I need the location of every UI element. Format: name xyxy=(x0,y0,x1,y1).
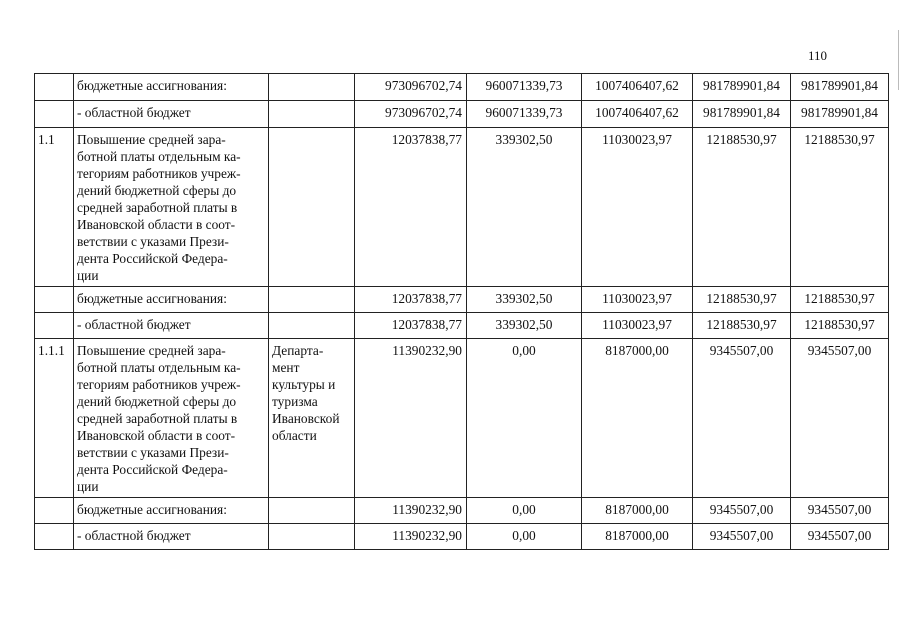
row-index xyxy=(35,101,74,128)
page-number: 110 xyxy=(808,48,828,63)
row-index: 1.1 xyxy=(35,128,74,287)
value-cell: 1007406407,62 xyxy=(582,74,693,101)
value-cell: 960071339,73 xyxy=(467,101,582,128)
row-name: - областной бюджет xyxy=(74,524,269,550)
value-cell: 12188530,97 xyxy=(693,313,791,339)
table-row xyxy=(35,498,889,524)
value-cell: 11390232,90 xyxy=(355,339,467,498)
value-cell: 11390232,90 xyxy=(355,524,467,550)
table-row xyxy=(35,287,889,313)
value-cell: 12188530,97 xyxy=(791,128,889,287)
value-cell: 8187000,00 xyxy=(582,498,693,524)
row-index xyxy=(35,287,74,313)
value-cell: 9345507,00 xyxy=(791,524,889,550)
value-cell: 12037838,77 xyxy=(355,128,467,287)
value-cell: 981789901,84 xyxy=(693,101,791,128)
value-cell: 339302,50 xyxy=(467,128,582,287)
value-cell: 339302,50 xyxy=(467,313,582,339)
row-executor: Департа- мент культуры и туризма Ивановской области xyxy=(269,339,355,498)
value-cell: 981789901,84 xyxy=(791,101,889,128)
value-cell: 0,00 xyxy=(467,524,582,550)
row-executor xyxy=(269,74,355,101)
value-cell: 8187000,00 xyxy=(582,339,693,498)
value-cell: 981789901,84 xyxy=(791,74,889,101)
table-row xyxy=(35,128,889,287)
value-cell: 12037838,77 xyxy=(355,287,467,313)
value-cell: 11030023,97 xyxy=(582,128,693,287)
value-cell: 973096702,74 xyxy=(355,101,467,128)
value-cell: 11390232,90 xyxy=(355,498,467,524)
value-cell: 981789901,84 xyxy=(693,74,791,101)
row-index xyxy=(35,524,74,550)
row-index xyxy=(35,498,74,524)
value-cell: 12188530,97 xyxy=(791,287,889,313)
row-name: - областной бюджет xyxy=(74,313,269,339)
value-cell: 12188530,97 xyxy=(693,128,791,287)
table-row xyxy=(35,524,889,550)
budget-table xyxy=(34,73,889,550)
table-row xyxy=(35,74,889,101)
value-cell: 0,00 xyxy=(467,498,582,524)
value-cell: 9345507,00 xyxy=(693,524,791,550)
value-cell: 12188530,97 xyxy=(693,287,791,313)
value-cell: 11030023,97 xyxy=(582,287,693,313)
row-executor xyxy=(269,524,355,550)
value-cell: 1007406407,62 xyxy=(582,101,693,128)
value-cell: 9345507,00 xyxy=(791,339,889,498)
row-description: Повышение средней зара- ботной платы отдельным ка- тегориям работников учреж- дений бюджетной сферы до средней заработной платы в Ивановской области в соот- ветствии с указами Прези- дента Российской Федера- ции xyxy=(74,128,269,287)
row-name: бюджетные ассигнования: xyxy=(74,74,269,101)
row-index xyxy=(35,313,74,339)
row-name: бюджетные ассигнования: xyxy=(74,498,269,524)
table-row xyxy=(35,313,889,339)
table-row xyxy=(35,339,889,498)
value-cell: 339302,50 xyxy=(467,287,582,313)
value-cell: 960071339,73 xyxy=(467,74,582,101)
value-cell: 9345507,00 xyxy=(693,498,791,524)
row-executor xyxy=(269,128,355,287)
value-cell: 973096702,74 xyxy=(355,74,467,101)
row-executor xyxy=(269,287,355,313)
value-cell: 12037838,77 xyxy=(355,313,467,339)
row-name: - областной бюджет xyxy=(74,101,269,128)
value-cell: 9345507,00 xyxy=(693,339,791,498)
row-description: Повышение средней зара- ботной платы отдельным ка- тегориям работников учреж- дений бюджетной сферы до средней заработной платы в Ивановской области в соот- ветствии с указами Прези- дента Российской Федера- ции xyxy=(74,339,269,498)
value-cell: 12188530,97 xyxy=(791,313,889,339)
table-row xyxy=(35,101,889,128)
row-executor xyxy=(269,498,355,524)
row-executor xyxy=(269,101,355,128)
value-cell: 8187000,00 xyxy=(582,524,693,550)
row-index xyxy=(35,74,74,101)
row-name: бюджетные ассигнования: xyxy=(74,287,269,313)
value-cell: 0,00 xyxy=(467,339,582,498)
page-edge-mark xyxy=(898,30,899,90)
row-executor xyxy=(269,313,355,339)
value-cell: 9345507,00 xyxy=(791,498,889,524)
value-cell: 11030023,97 xyxy=(582,313,693,339)
row-index: 1.1.1 xyxy=(35,339,74,498)
